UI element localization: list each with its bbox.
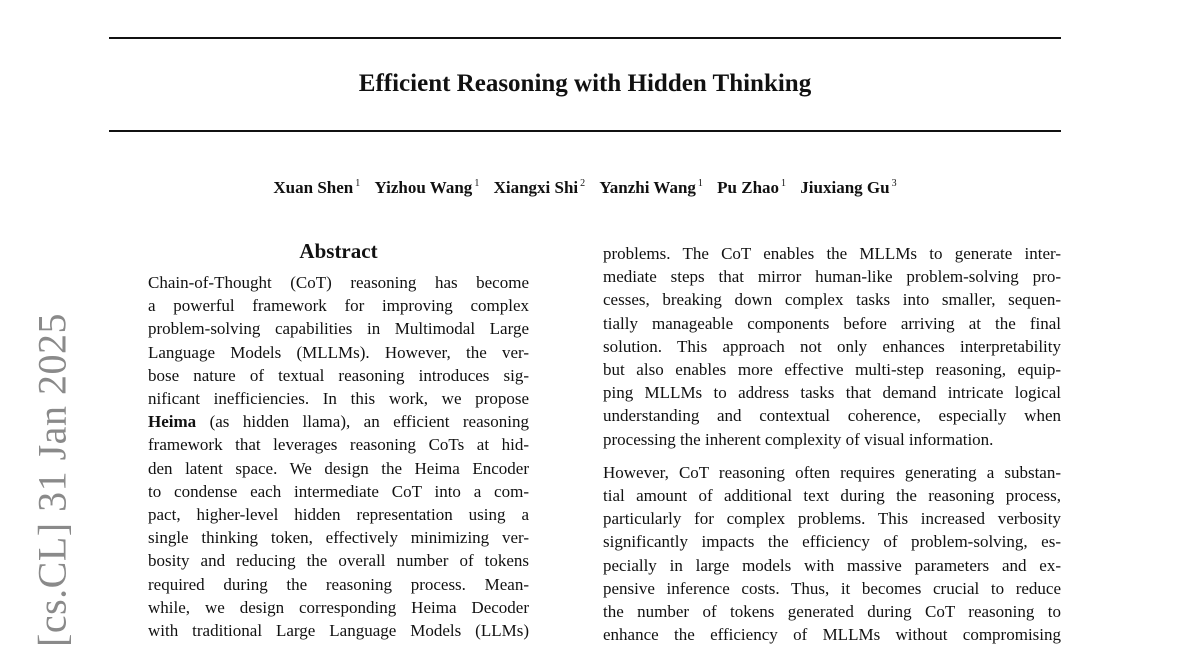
author (599, 172, 703, 200)
author-name: Jiuxiang Gu (800, 178, 890, 197)
author-list (109, 172, 1061, 200)
author-name: Pu Zhao (717, 178, 780, 197)
text-line: tial amount of additional text during the reasoning process, (603, 486, 1061, 506)
text-line: pensive inference costs. Thus, it becomes crucial to reduce (603, 578, 1061, 598)
text-line: problem-solving capabilities in Multimodal Large (148, 319, 529, 339)
author (273, 172, 360, 200)
heima-name: Heima (148, 412, 197, 432)
text-line: nificant inefficiencies. In this work, we propose (148, 389, 529, 409)
text-line: particularly for complex problems. This increased verbosity (603, 509, 1061, 529)
text-line: pecially in large models with massive parameters and ex- (603, 555, 1061, 575)
author-name: Xiangxi Shi (493, 178, 579, 197)
text-line: ping MLLMs to address tasks that demand intricate logical (603, 383, 1061, 403)
text-line: with traditional Large Language Models (LLMs) (148, 621, 529, 641)
text-line: mediate steps that mirror human-like problem-solving pro- (603, 267, 1061, 287)
author (717, 172, 786, 200)
text-line: significantly impacts the efficiency of problem-solving, es- (603, 532, 1061, 552)
author-affiliation: 3 (891, 178, 897, 189)
author-affiliation: 1 (355, 178, 361, 189)
text-line: den latent space. We design the Heima Encoder (148, 458, 529, 478)
text-line: a powerful framework for improving complex (148, 296, 529, 316)
author (494, 172, 586, 200)
text-line: enhance the efficiency of MLLMs without compromising (603, 625, 1061, 645)
text-line: required during the reasoning process. Mean- (148, 574, 529, 594)
paper-title: Efficient Reasoning with Hidden Thinking (358, 70, 812, 97)
author-affiliation: 1 (474, 178, 480, 189)
text-line: problems. The CoT enables the MLLMs to generate inter- (603, 244, 1061, 263)
text-line (148, 410, 529, 433)
text-line: while, we design corresponding Heima Decoder (148, 597, 529, 617)
text-line: bosity and reducing the overall number of tokens (148, 551, 529, 571)
author-affiliation: 1 (781, 178, 787, 189)
title-bottom-rule (109, 130, 1061, 132)
author (800, 172, 896, 200)
text-line: bose nature of textual reasoning introduces sig- (148, 365, 529, 385)
text-line: to condense each intermediate CoT into a com- (148, 481, 529, 501)
text-line: Chain-of-Thought (CoT) reasoning has become (148, 273, 529, 292)
text-line: However, CoT reasoning often requires generating a substan- (603, 462, 1061, 482)
title-top-rule (109, 37, 1061, 39)
author-affiliation: 1 (697, 178, 703, 189)
paragraph (603, 461, 1061, 647)
text-line: solution. This approach not only enhances interpretability (603, 336, 1061, 356)
text-line: but also enables more effective multi-step reasoning, equip- (603, 360, 1061, 380)
text-line: processing the inherent complexity of visual information. (603, 429, 994, 449)
author-name: Yanzhi Wang (599, 178, 696, 197)
author-affiliation: 2 (580, 178, 586, 189)
arxiv-identifier-text: [cs.CL] 31 Jan 2025 (29, 313, 75, 647)
author-name: Xuan Shen (273, 178, 354, 197)
text-line: framework that leverages reasoning CoTs at hid- (148, 435, 529, 455)
text-line: understanding and contextual coherence, especially when (603, 406, 1061, 426)
text-line: cesses, breaking down complex tasks into smaller, sequen- (603, 290, 1061, 310)
text-line-rest: (as hidden llama), an efficient reasoning (209, 412, 529, 432)
abstract-body (148, 271, 529, 642)
text-line: tially manageable components before arriving at the final (603, 313, 1061, 333)
paragraph (603, 242, 1061, 451)
text-line: single thinking token, effectively minimizing ver- (148, 528, 529, 548)
text-line: Language Models (MLLMs). However, the ver- (148, 342, 529, 362)
author (375, 172, 480, 200)
author-name: Yizhou Wang (374, 178, 473, 197)
intro-body (603, 242, 1061, 646)
text-line: pact, higher-level hidden representation using a (148, 505, 529, 525)
abstract-heading: Abstract (299, 239, 378, 263)
text-line: the number of tokens generated during CoT reasoning to (603, 602, 1061, 622)
